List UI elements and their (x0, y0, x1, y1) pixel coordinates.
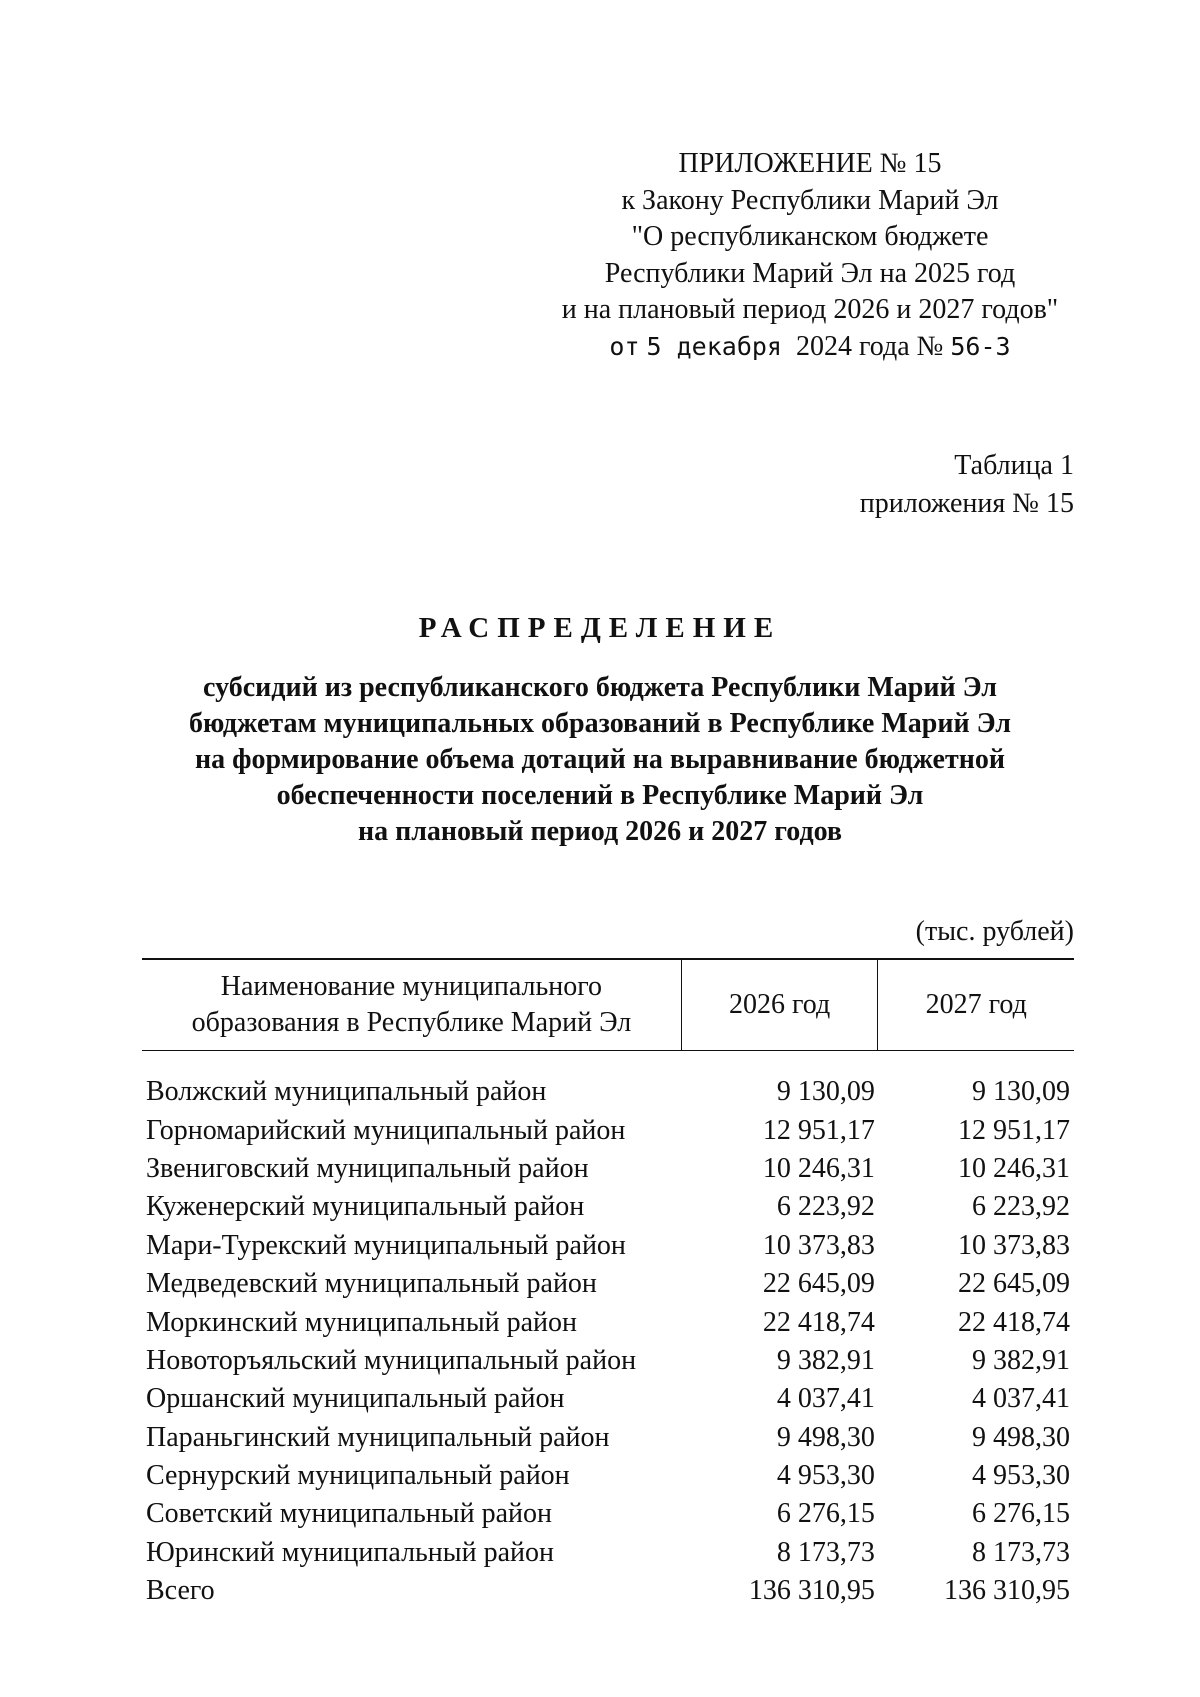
cell-name: Медведевский муниципальный район (146, 1268, 597, 1300)
table-row (142, 1303, 1074, 1341)
cell-name: Сернурский муниципальный район (146, 1460, 570, 1492)
cell-name: Звениговский муниципальный район (146, 1152, 589, 1184)
appendix-number: ПРИЛОЖЕНИЕ № 15 (678, 148, 942, 179)
table-row (142, 1227, 1074, 1265)
appendix-header (440, 146, 1180, 365)
appendix-law-title-3: и на плановый период 2026 и 2027 годов" (561, 294, 1059, 325)
appendix-law-ref: к Закону Республики Марий Эл (621, 184, 999, 216)
units-label: (тыс. рублей) (915, 916, 1074, 947)
cell-name: Моркинский муниципальный район (146, 1306, 578, 1338)
cell-2026: 6 223,92 (776, 1191, 875, 1223)
table-row (142, 1495, 1074, 1533)
cell-2027: 12 951,17 (958, 1114, 1070, 1146)
table-row (142, 1457, 1074, 1495)
cell-2027: 9 498,30 (972, 1421, 1070, 1453)
appendix-law-title-2: Республики Марий Эл на 2025 год (604, 257, 1016, 289)
subtitle-line: обеспеченности поселений в Республике Марий Эл (276, 780, 924, 811)
cell-name: Новоторъяльский муниципальный район (146, 1344, 637, 1376)
cell-2027: 4 953,30 (972, 1460, 1070, 1492)
table-row (142, 1188, 1074, 1226)
table-row (142, 1380, 1074, 1418)
cell-name: Всего (146, 1575, 215, 1607)
cell-2026: 12 951,17 (762, 1114, 875, 1146)
table-reference (860, 447, 1074, 523)
document-title: РАСПРЕДЕЛЕНИЕ (418, 612, 782, 644)
cell-2026: 136 310,95 (748, 1575, 875, 1607)
subtitle-line: субсидий из республиканского бюджета Республики Марий Эл (203, 672, 997, 703)
cell-2026: 10 373,83 (762, 1229, 875, 1261)
table-row (142, 1073, 1074, 1111)
cell-name: Мари-Турекский муниципальный район (146, 1229, 626, 1261)
distribution-table (142, 958, 1074, 1610)
table-row (142, 1150, 1074, 1188)
header-name-line2: образования в Республике Марий Эл (191, 1007, 632, 1038)
table-appendix-ref: приложения № 15 (859, 488, 1074, 519)
cell-2026: 9 382,91 (776, 1344, 875, 1376)
subtitle-line: на формирование объема дотаций на выравнивание бюджетной (194, 744, 1005, 775)
table-number: Таблица 1 (954, 450, 1074, 481)
appendix-law-title-1: "О республиканском бюджете (631, 221, 989, 252)
date-year: 2024 года № (795, 330, 944, 362)
table-body (142, 1073, 1074, 1610)
law-number: 56-З (950, 331, 1011, 361)
cell-2026: 4 953,30 (776, 1460, 875, 1492)
header-2027: 2027 год (877, 960, 1074, 1050)
cell-2026: 10 246,31 (762, 1152, 875, 1184)
cell-2026: 9 130,09 (776, 1076, 875, 1108)
cell-name: Юринский муниципальный район (146, 1536, 554, 1568)
cell-2027: 6 276,15 (972, 1498, 1070, 1530)
cell-2027: 136 310,95 (944, 1575, 1070, 1607)
header-name (142, 960, 681, 1050)
cell-2027: 22 418,74 (958, 1306, 1070, 1338)
cell-name: Волжский муниципальный район (146, 1076, 547, 1108)
subtitle-line: бюджетам муниципальных образований в Республике Марий Эл (189, 708, 1011, 739)
cell-name: Оршанский муниципальный район (146, 1383, 565, 1415)
table-header (142, 958, 1074, 1051)
date-day: 5 декабря (646, 331, 782, 361)
cell-name: Параньгинский муниципальный район (146, 1421, 610, 1453)
table-row (142, 1265, 1074, 1303)
cell-2027: 6 223,92 (972, 1191, 1070, 1223)
date-prefix: от (609, 331, 640, 361)
cell-2027: 9 382,91 (972, 1344, 1070, 1376)
header-name-line1: Наименование муниципального (220, 971, 603, 1002)
cell-2026: 9 498,30 (776, 1421, 875, 1453)
cell-2027: 10 246,31 (958, 1152, 1070, 1184)
cell-2027: 10 373,83 (958, 1229, 1070, 1261)
cell-2027: 9 130,09 (972, 1076, 1070, 1108)
subtitle-line: на плановый период 2026 и 2027 годов (357, 816, 843, 847)
table-row (142, 1419, 1074, 1457)
table-row-total (142, 1572, 1074, 1610)
cell-2026: 4 037,41 (776, 1383, 875, 1415)
cell-2026: 8 173,73 (776, 1536, 875, 1568)
cell-2026: 22 418,74 (762, 1306, 875, 1338)
table-row (142, 1342, 1074, 1380)
appendix-date-line (440, 329, 1180, 366)
cell-2027: 22 645,09 (958, 1268, 1070, 1300)
cell-name: Куженерский муниципальный район (146, 1191, 585, 1223)
header-2026: 2026 год (681, 960, 878, 1050)
cell-2026: 6 276,15 (776, 1498, 875, 1530)
table-row (142, 1111, 1074, 1149)
cell-name: Горномарийский муниципальный район (146, 1114, 626, 1146)
cell-2026: 22 645,09 (762, 1268, 875, 1300)
cell-name: Советский муниципальный район (146, 1498, 552, 1530)
document-subtitle (100, 670, 1100, 850)
cell-2027: 4 037,41 (972, 1383, 1070, 1415)
table-row (142, 1534, 1074, 1572)
cell-2027: 8 173,73 (972, 1536, 1070, 1568)
